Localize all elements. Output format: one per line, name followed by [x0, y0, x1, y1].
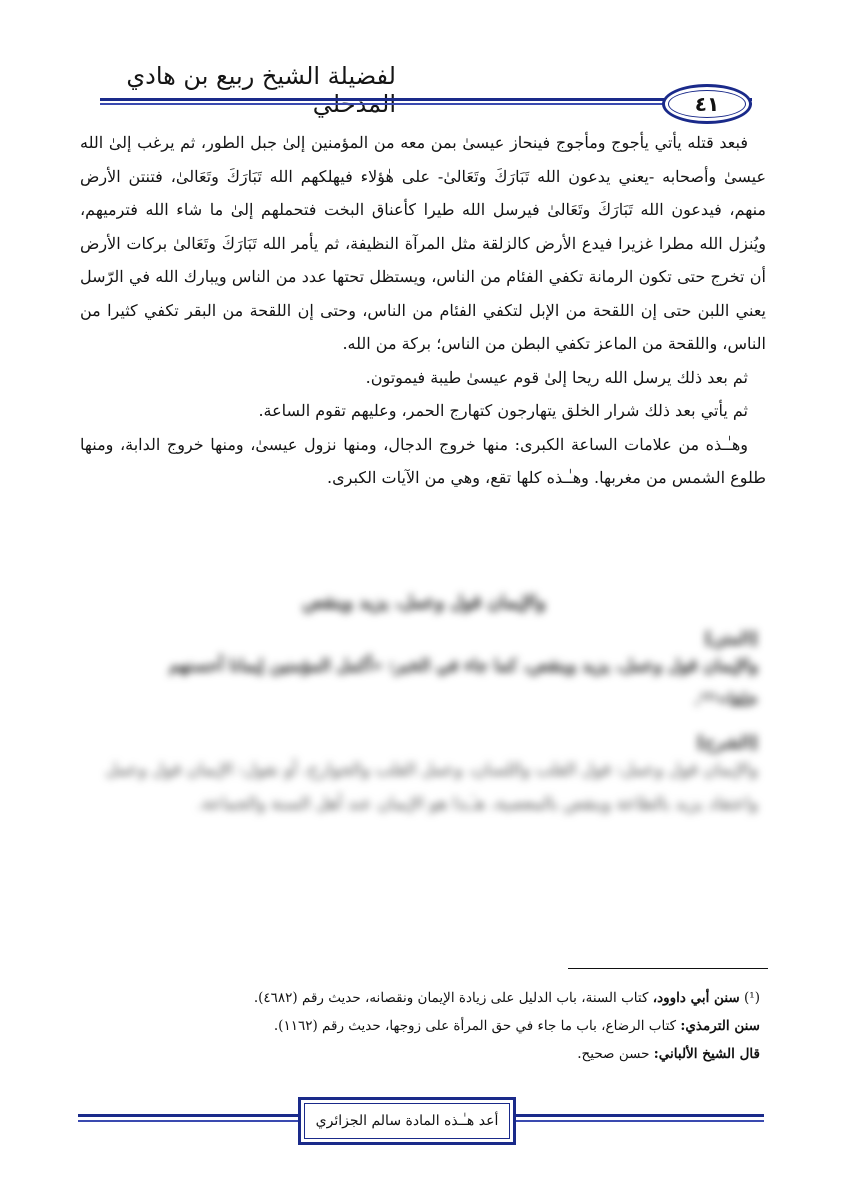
footnote — [160, 1042, 760, 1066]
blurred-line: خلقا»⁽¹⁾. — [693, 690, 758, 710]
blurred-line: والإيمان قول وعمل، يزيد وينقص، كما جاء في الخبر: «أكمل المؤمنين إيمانا أحسنهم — [168, 656, 758, 676]
main-text — [80, 126, 766, 495]
paragraph: وهـٰـذه من علامات الساعة الكبرى: منها خروج الدجال، ومنها نزول عيسىٰ، ومنها خروج الدابة، ومنها طلوع الشمس من مغربها. وهـٰـذه كلها تقع، وهي من الآيات الكبرى. — [80, 434, 766, 487]
footnote — [160, 1014, 760, 1038]
blurred-title: والإيمان قول وعمل، يزيد وينقص — [302, 592, 546, 613]
blurred-label-sharh: [الشرح] — [696, 733, 758, 753]
blurred-line: واعتقاد يزيد بالطاعة وينقص بالمعصية، هـٰـذا هو الإيمان عند أهل السنة والجماعة. — [196, 794, 758, 814]
footnote-separator — [568, 968, 768, 969]
blurred-line: والإيمان قول وعمل: قول القلب واللسان، وعمل القلب والجوارح، أو نقول: الإيمان قول وعمل — [105, 760, 758, 780]
footer-credit: أعد هـٰـذه المادة سالم الجزائري — [298, 1097, 516, 1145]
page-number: ٤١ — [662, 84, 752, 124]
footnotes — [160, 986, 760, 1070]
blurred-section — [50, 578, 798, 858]
footnote-text: حسن صحيح. — [577, 1046, 650, 1062]
footnote-marker: (¹) — [744, 990, 760, 1006]
header-rule-thin — [100, 103, 752, 105]
footnote — [160, 986, 760, 1010]
footnote-source: قال الشيخ الألباني: — [653, 1046, 760, 1062]
footnote-text: كتاب السنة، باب الدليل على زيادة الإيمان ونقصانه، حديث رقم (٤٦٨٢). — [253, 990, 649, 1006]
paragraph: فبعد قتله يأتي يأجوج ومأجوج فينحاز عيسىٰ بمن معه من المؤمنين إلىٰ جبل الطور، ثم يرغب إلىٰ الله عيسىٰ وأصحابه -يعني يدعون الله تَبَارَكَ وتَعَالىٰ- على هٰؤلاء فيهلكهم الله تَبَارَكَ وتَعَالىٰ، فتنتن الأرض منهم، فيدعون الله تَبَارَكَ وتَعَالىٰ فيرسل الله طيرا كأعناق البخت فتحملهم إلىٰ ما شاء الله فترميهم، ويُنزل الله مطرا غزيرا فيدع الأرض كالزلقة مثل المرآة النظيفة، ثم يأمر الله تَبَارَكَ وتَعَالىٰ بركات الأرض أن تخرج حتى تكون الرمانة تكفي الفئام من الناس، ويستظل تحتها عدد من الناس ويبارك الله في الرّسل يعني اللبن حتى إن اللقحة من الإبل لتكفي الفئام من الناس، وحتى إن اللقحة من البقر تكفي كثيرا من الناس، واللقحة من الماعز تكفي البطن من الناس؛ بركة من الله. — [80, 133, 767, 353]
paragraph: ثم يأتي بعد ذلك شرار الخلق يتهارجون كتهارج الحمر، وعليهم تقوم الساعة. — [258, 401, 748, 420]
footnote-text: كتاب الرضاع، باب ما جاء في حق المرأة على زوجها، حديث رقم (١١٦٢). — [273, 1018, 677, 1034]
header-rule — [100, 98, 752, 101]
blurred-label-matn: [المتن] — [704, 629, 758, 649]
footnote-source: سنن أبي داوود، — [652, 990, 740, 1006]
footnote-source: سنن الترمذي: — [680, 1018, 760, 1034]
paragraph: ثم بعد ذلك يرسل الله ريحا إلىٰ قوم عيسىٰ طيبة فيموتون. — [365, 367, 748, 387]
header-author: لفضيلة الشيخ ربيع بن هادي — [126, 62, 396, 90]
